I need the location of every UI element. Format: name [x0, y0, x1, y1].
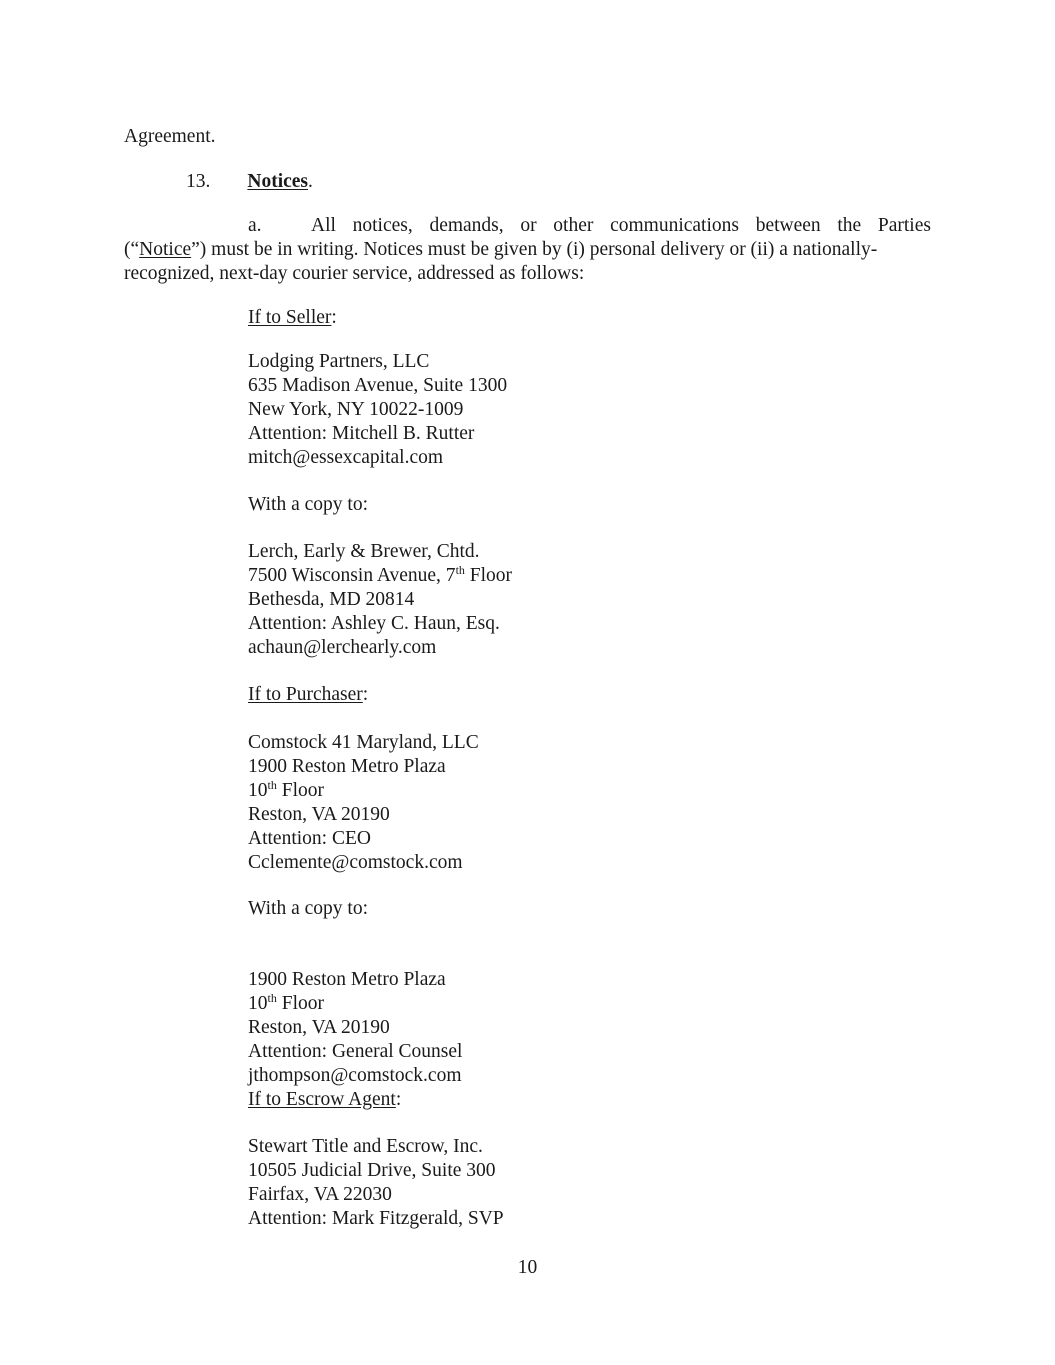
paragraph-word: Parties — [877, 215, 931, 236]
address-line: 1900 Reston Metro Plaza — [248, 969, 446, 990]
paragraph-word: All — [311, 215, 336, 236]
purchaser-heading: If to Purchaser: — [248, 684, 369, 705]
paragraph-line-3: recognized, next-day courier service, addressed as follows: — [124, 263, 585, 284]
purchaser-copy-address-block — [248, 968, 462, 1112]
email-line: jthompson@comstock.com — [248, 1065, 462, 1086]
address-line: Reston, VA 20190 — [248, 804, 390, 825]
email-line: mitch@essexcapital.com — [248, 447, 444, 468]
section-title: Notices — [247, 171, 309, 192]
address-line: 10th Floor — [248, 778, 324, 801]
paragraph-word: or — [520, 215, 537, 236]
paragraph-word: demands, — [429, 215, 504, 236]
section-title-punct: . — [308, 171, 313, 192]
address-line: Fairfax, VA 22030 — [248, 1184, 392, 1205]
address-line: Lerch, Early & Brewer, Chtd. — [248, 541, 480, 562]
escrow-address-block — [248, 1135, 504, 1231]
page-number: 10 — [517, 1257, 538, 1278]
address-line: Attention: Mark Fitzgerald, SVP — [248, 1208, 504, 1229]
seller-address-block — [248, 350, 507, 470]
address-line: Lodging Partners, LLC — [248, 351, 430, 372]
address-line: Attention: Mitchell B. Rutter — [248, 423, 475, 444]
address-line: 635 Madison Avenue, Suite 1300 — [248, 375, 508, 396]
lead-in-text: Agreement. — [124, 126, 216, 147]
purchaser-address-block — [248, 731, 479, 875]
section-number: 13. — [186, 171, 211, 192]
purchaser-copy-heading: With a copy to: — [248, 898, 368, 919]
paragraph-line-2: (“Notice”) must be in writing. Notices must be given by (i) personal delivery or (ii) a nationally- — [124, 239, 878, 260]
paragraph-word: other — [553, 215, 594, 236]
address-line: 7500 Wisconsin Avenue, 7th Floor — [248, 563, 513, 586]
email-line: Cclemente@comstock.com — [248, 852, 463, 873]
paragraph-line-1 — [311, 214, 931, 238]
paragraph-word: communications — [610, 215, 739, 236]
address-line: 10505 Judicial Drive, Suite 300 — [248, 1160, 496, 1181]
address-line: Bethesda, MD 20814 — [248, 589, 415, 610]
address-line: Comstock 41 Maryland, LLC — [248, 732, 479, 753]
seller-copy-address-block — [248, 540, 512, 660]
seller-copy-heading: With a copy to: — [248, 494, 368, 515]
address-line: Attention: Ashley C. Haun, Esq. — [248, 613, 500, 634]
email-line: achaun@lerchearly.com — [248, 637, 437, 658]
address-line: New York, NY 10022-1009 — [248, 399, 464, 420]
seller-heading: If to Seller: — [248, 307, 337, 328]
address-line: Stewart Title and Escrow, Inc. — [248, 1136, 483, 1157]
address-line: Attention: General Counsel — [248, 1041, 463, 1062]
section-heading — [186, 170, 313, 194]
paragraph-letter: a. — [248, 215, 262, 236]
defined-term-notice: Notice — [139, 239, 192, 260]
address-line: 10th Floor — [248, 991, 324, 1014]
escrow-heading: If to Escrow Agent: — [248, 1089, 402, 1110]
address-line: Reston, VA 20190 — [248, 1017, 390, 1038]
paragraph-word: between — [755, 215, 821, 236]
paragraph-word: notices, — [352, 215, 413, 236]
paragraph-word: the — [837, 215, 862, 236]
address-line: Attention: CEO — [248, 828, 371, 849]
address-line: 1900 Reston Metro Plaza — [248, 756, 446, 777]
